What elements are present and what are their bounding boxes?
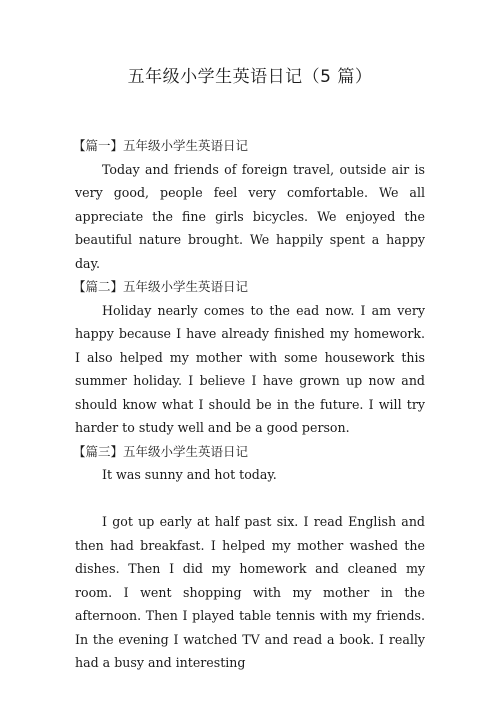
- section-heading-3: 【篇三】五年级小学生英语日记: [73, 443, 249, 459]
- paragraph-gap: [75, 487, 425, 511]
- document-title: 五年级小学生英语日记（5 篇）: [127, 67, 373, 87]
- section-3-paragraph-1: It was sunny and hot today.: [102, 467, 277, 482]
- document-body: [75, 134, 425, 675]
- section-heading-1: 【篇一】五年级小学生英语日记: [73, 138, 249, 153]
- section-2-paragraph-1: Holiday nearly comes to the ead now. I am very happy because I have already finished my homework. I also helped my mother with some housework this summer holiday. I believe I have grown up now and should know what I should be in the future. I will try harder to study well and be a good person.: [75, 302, 425, 435]
- section-1-paragraph-1: Today and friends of foreign travel, outside air is very good, people feel very comfortable. We all appreciate the fine girls bicycles. We enjoyed the beautiful nature brought. We happily spent a happy day.: [75, 161, 425, 271]
- section-3-paragraph-2: I got up early at half past six. I read English and then had breakfast. I helped my mother washed the dishes. Then I did my homework and cleaned my room. I went shopping with my mother in the afternoon. Then I played table tennis with my friends. In the evening I watched TV and read a book. I really had a busy and interesting: [75, 514, 425, 670]
- section-heading-2: 【篇二】五年级小学生英语日记: [73, 279, 249, 294]
